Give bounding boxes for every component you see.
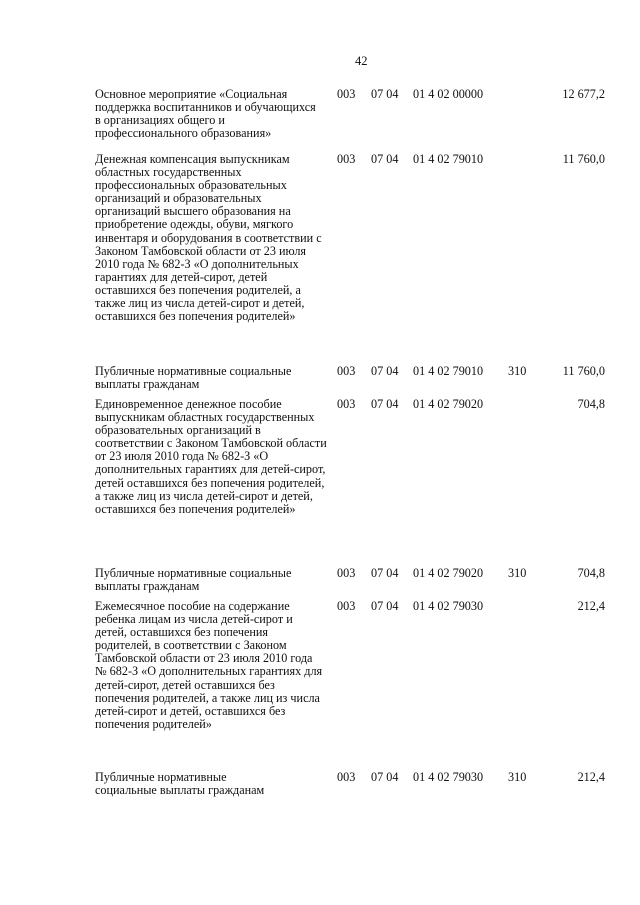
- ministry-code: 003: [337, 397, 356, 411]
- section-code: 07 04: [371, 397, 399, 411]
- ministry-code: 003: [337, 152, 356, 166]
- row-description: Основное мероприятие «Социальная поддержка воспитанников и обучающихся в организациях общего и профессионального образования»: [95, 87, 316, 141]
- target-code: 01 4 02 00000: [413, 87, 484, 101]
- page-number: 42: [355, 54, 368, 68]
- amount: 212,4: [577, 599, 605, 613]
- target-code: 01 4 02 79020: [413, 566, 484, 580]
- row-description: Публичные нормативные социальные выплаты гражданам: [95, 364, 292, 392]
- section-code: 07 04: [371, 599, 399, 613]
- row-description: Публичные нормативные социальные выплаты гражданам: [95, 770, 265, 798]
- target-code: 01 4 02 79010: [413, 152, 484, 166]
- target-code: 01 4 02 79010: [413, 364, 484, 378]
- ministry-code: 003: [337, 599, 356, 613]
- row-description: Денежная компенсация выпускникам областных государственных профессиональных образовательных организаций и образовательных организаций высшего образования на приобретение одежды, обуви, мягкого инвентаря и оборудования в соответствии с Законом Тамбовской области от 23 июля 2010 года № 682-З «О дополнительных гарантиях для детей-сирот, детей оставшихся без попечения родителей, а также лиц из числа детей-сирот и детей, оставшихся без попечения родителей»: [95, 152, 322, 324]
- ministry-code: 003: [337, 87, 356, 101]
- expense-type-code: 310: [508, 770, 527, 784]
- ministry-code: 003: [337, 566, 356, 580]
- target-code: 01 4 02 79030: [413, 599, 484, 613]
- expense-type-code: 310: [508, 364, 527, 378]
- amount: 704,8: [577, 397, 605, 411]
- row-description: Ежемесячное пособие на содержание ребенка лицам из числа детей-сирот и детей, оставшихся без попечения родителей, в соответствии с Законом Тамбовской области от 23 июля 2010 года № 682-З «О дополнительных гарантиях для детей-сирот, детей оставшихся без попечения родителей, а также лиц из числа детей-сирот и детей, оставшихся без попечения родителей»: [95, 599, 323, 731]
- section-code: 07 04: [371, 152, 399, 166]
- row-description: Единовременное денежное пособие выпускникам областных государственных образовательных организаций в соответствии с Законом Тамбовской области от 23 июля 2010 года № 682-З «О дополнительных гарантиях для детей-сирот, детей оставшихся без попечения родителей, а также лиц из числа детей-сирот и детей, оставшихся без попечения родителей»: [95, 397, 327, 516]
- target-code: 01 4 02 79020: [413, 397, 484, 411]
- expense-type-code: 310: [508, 566, 527, 580]
- section-code: 07 04: [371, 364, 399, 378]
- amount: 11 760,0: [562, 152, 605, 166]
- section-code: 07 04: [371, 770, 399, 784]
- row-description: Публичные нормативные социальные выплаты гражданам: [95, 566, 292, 594]
- amount: 704,8: [577, 566, 605, 580]
- section-code: 07 04: [371, 87, 399, 101]
- ministry-code: 003: [337, 364, 356, 378]
- section-code: 07 04: [371, 566, 399, 580]
- target-code: 01 4 02 79030: [413, 770, 484, 784]
- amount: 12 677,2: [562, 87, 605, 101]
- amount: 212,4: [577, 770, 605, 784]
- amount: 11 760,0: [562, 364, 605, 378]
- ministry-code: 003: [337, 770, 356, 784]
